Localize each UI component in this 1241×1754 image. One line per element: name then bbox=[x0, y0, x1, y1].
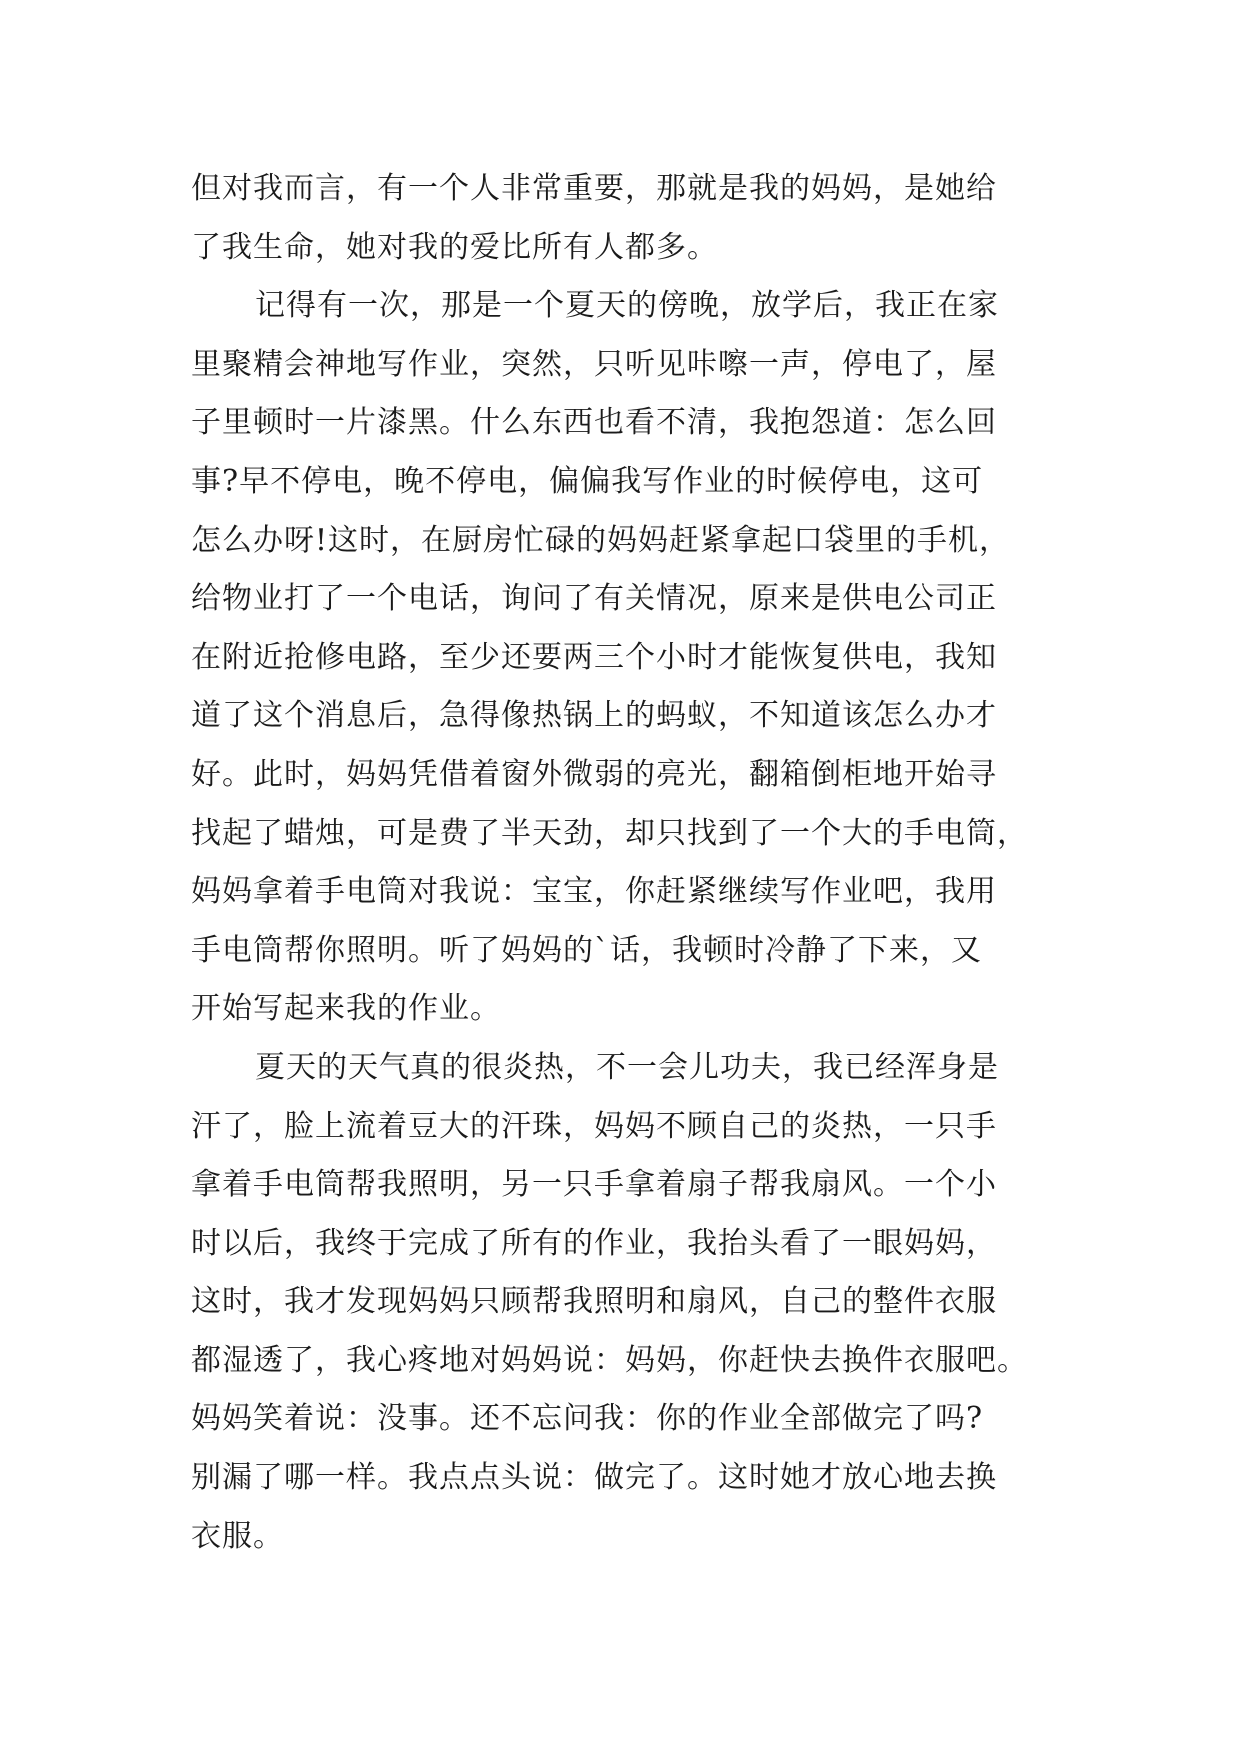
text-line: 衣服。 bbox=[191, 1518, 284, 1554]
text-line: 这时，我才发现妈妈只顾帮我照明和扇风，自己的整件衣服 bbox=[191, 1284, 997, 1320]
text-line: 都湿透了，我心疼地对妈妈说：妈妈，你赶快去换件衣服吧。 bbox=[191, 1342, 1028, 1378]
paragraph-start-line: 夏天的天气真的很炎热，不一会儿功夫，我已经浑身是 bbox=[255, 1049, 999, 1085]
text-line: 道了这个消息后，急得像热锅上的蚂蚁，不知道该怎么办才 bbox=[191, 698, 997, 734]
essay-body bbox=[191, 160, 1091, 1566]
text-line: 但对我而言，有一个人非常重要，那就是我的妈妈，是她给 bbox=[191, 171, 997, 206]
text-line: 里聚精会神地写作业，突然，只听见咔嚓一声，停电了，屋 bbox=[191, 346, 997, 382]
text-line: 了我生命，她对我的爱比所有人都多。 bbox=[191, 229, 718, 265]
text-line: 开始写起来我的作业。 bbox=[191, 991, 501, 1027]
text-line: 给物业打了一个电话，询问了有关情况，原来是供电公司正 bbox=[191, 581, 997, 617]
text-line: 在附近抢修电路，至少还要两三个小时才能恢复供电，我知 bbox=[191, 639, 997, 675]
text-line: 找起了蜡烛，可是费了半天劲，却只找到了一个大的手电筒， bbox=[191, 815, 1028, 851]
text-line: 妈妈笑着说：没事。还不忘问我：你的作业全部做完了吗? bbox=[191, 1401, 984, 1437]
text-line: 好。此时，妈妈凭借着窗外微弱的亮光，翻箱倒柜地开始寻 bbox=[191, 756, 997, 792]
text-line: 拿着手电筒帮我照明，另一只手拿着扇子帮我扇风。一个小 bbox=[191, 1167, 997, 1203]
text-line: 事?早不停电，晚不停电，偏偏我写作业的时候停电，这可 bbox=[191, 463, 984, 499]
text-line: 别漏了哪一样。我点点头说：做完了。这时她才放心地去换 bbox=[191, 1460, 997, 1496]
text-line: 时以后，我终于完成了所有的作业，我抬头看了一眼妈妈， bbox=[191, 1225, 997, 1261]
text-line: 妈妈拿着手电筒对我说：宝宝，你赶紧继续写作业吧，我用 bbox=[191, 874, 997, 910]
text-line: 手电筒帮你照明。听了妈妈的`话，我顿时冷静了下来，又 bbox=[191, 932, 982, 968]
paragraph-start-line: 记得有一次，那是一个夏天的傍晚，放学后，我正在家 bbox=[255, 288, 999, 324]
text-line: 汗了，脸上流着豆大的汗珠，妈妈不顾自己的炎热，一只手 bbox=[191, 1108, 997, 1144]
text-line: 子里顿时一片漆黑。什么东西也看不清，我抱怨道：怎么回 bbox=[191, 405, 997, 441]
text-line: 怎么办呀!这时，在厨房忙碌的妈妈赶紧拿起口袋里的手机， bbox=[191, 522, 1011, 558]
